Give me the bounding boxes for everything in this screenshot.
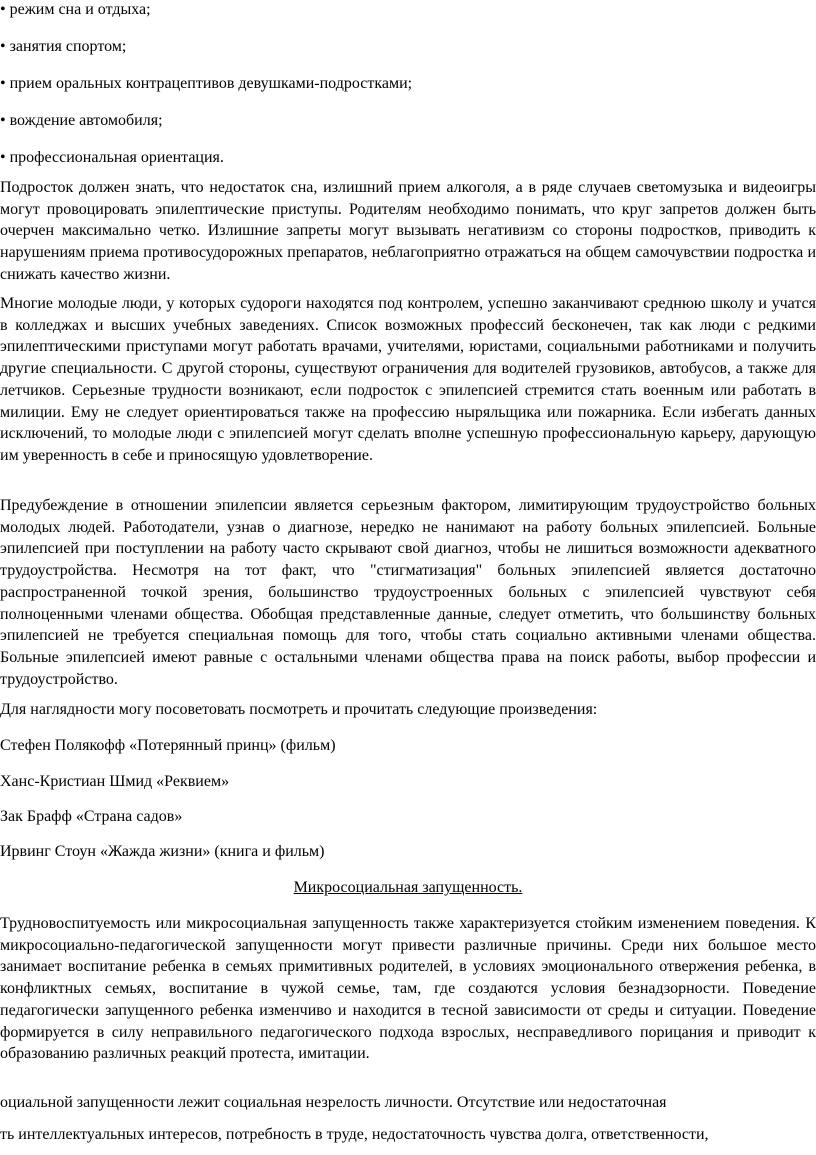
paragraph-microsocial: Трудновоспитуемость или микросоциальная запущенность также характеризуется стойким изменением поведения. К микросоциально-педагогической запущенности могут привести различные причины. Среди них большое место занимает воспитание ребенка в семьях примитивных родителей, в условиях эмоционального отвержения ребенка, в конфликтных семьях, воспитание в чужой семье, там, где создаются условия безнадзорности. Поведение педагогически запущенного ребенка изменчиво и находится в тесной зависимости от среды и ситуации. Поведение формируется в силу неправильного педагогического подхода взрослых, несправедливого порицания и приводит к образованию различных реакций протеста, имитации. [0, 915, 816, 1063]
work-item: Ханс-Кристиан Шмид «Реквием» [0, 773, 230, 790]
section-heading: Микросоциальная запущенность. [293, 879, 523, 896]
bullet-item: • занятия спортом; [0, 38, 127, 55]
work-item: Зак Брафф «Страна садов» [0, 808, 183, 825]
work-item: Ирвинг Стоун «Жажда жизни» (книга и фильм) [0, 843, 325, 860]
paragraph-careers: Многие молодые люди, у которых судороги находятся под контролем, успешно заканчивают среднюю школу и учатся в колледжах и высших учебных заведениях. Список возможных профессий бесконечен, так как люди с редкими эпилептическими приступами могут работать врачами, учителями, юристами, социальными работниками и получить другие специальности. С другой стороны, существуют ограничения для водителей грузовиков, автобусов, а также для летчиков. Серьезные трудности возникают, если подросток с эпилепсией стремится стать военным или работать в милиции. Ему не следует ориентироваться также на профессию ныряльщика или пожарника. Если избегать данных исключений, то молодые люди с эпилепсией могут сделать вполне успешную профессиональную карьеру, дарующую им уверенность в себе и приносящую удовлетворение. [0, 295, 816, 464]
bullet-item: • профессиональная ориентация. [0, 149, 224, 166]
truncated-line: ть интеллектуальных интересов, потребность в труде, недостаточность чувства долга, ответственности, [0, 1126, 709, 1143]
work-item: Стефен Полякофф «Потерянный принц» (фильм) [0, 737, 336, 754]
bullet-item: • режим сна и отдыха; [0, 1, 151, 18]
recommendation-intro: Для наглядности могу посоветовать посмотреть и прочитать следующие произведения: [0, 701, 598, 718]
truncated-line: оциальной запущенности лежит социальная незрелость личности. Отсутствие или недостаточная [0, 1094, 667, 1111]
bullet-item: • вождение автомобиля; [0, 112, 163, 129]
bullet-list [0, 0, 816, 185]
bullet-item: • прием оральных контрацептивов девушками-подростками; [0, 75, 413, 92]
paragraph-sleep-alcohol: Подросток должен знать, что недостаток сна, излишний прием алкоголя, а в ряде случаев светомузыка и видеоигры могут провоцировать эпилептические приступы. Родителям необходимо понимать, что круг запретов должен быть очерчен максимально четко. Излишние запреты могут вызывать негативизм со стороны подростков, приводить к нарушениям приема противосудорожных препаратов, неблагоприятно отражаться на общем самочувствии подростка и снижать качество жизни. [0, 179, 816, 283]
paragraph-prejudice: Предубеждение в отношении эпилепсии является серьезным фактором, лимитирующим трудоустройство больных молодых людей. Работодатели, узнав о диагнозе, нередко не нанимают на работу больных эпилепсией. Больные эпилепсией при поступлении на работу часто скрывают свой диагноз, чтобы не лишиться возможности адекватного трудоустройства. Несмотря на тот факт, что "стигматизация" больных эпилепсией является достаточно распространенной точкой зрения, большинство трудоустроенных больных с эпилепсией чувствуют себя полноценными членами общества. Обобщая представленные данные, следует отметить, что большинству больных эпилепсией не требуется специальная помощь для того, чтобы стать социально активными членами общества. Больные эпилепсией имеют равные с остальными членами общества права на поиск работы, выбор профессии и трудоустройство. [0, 497, 816, 688]
